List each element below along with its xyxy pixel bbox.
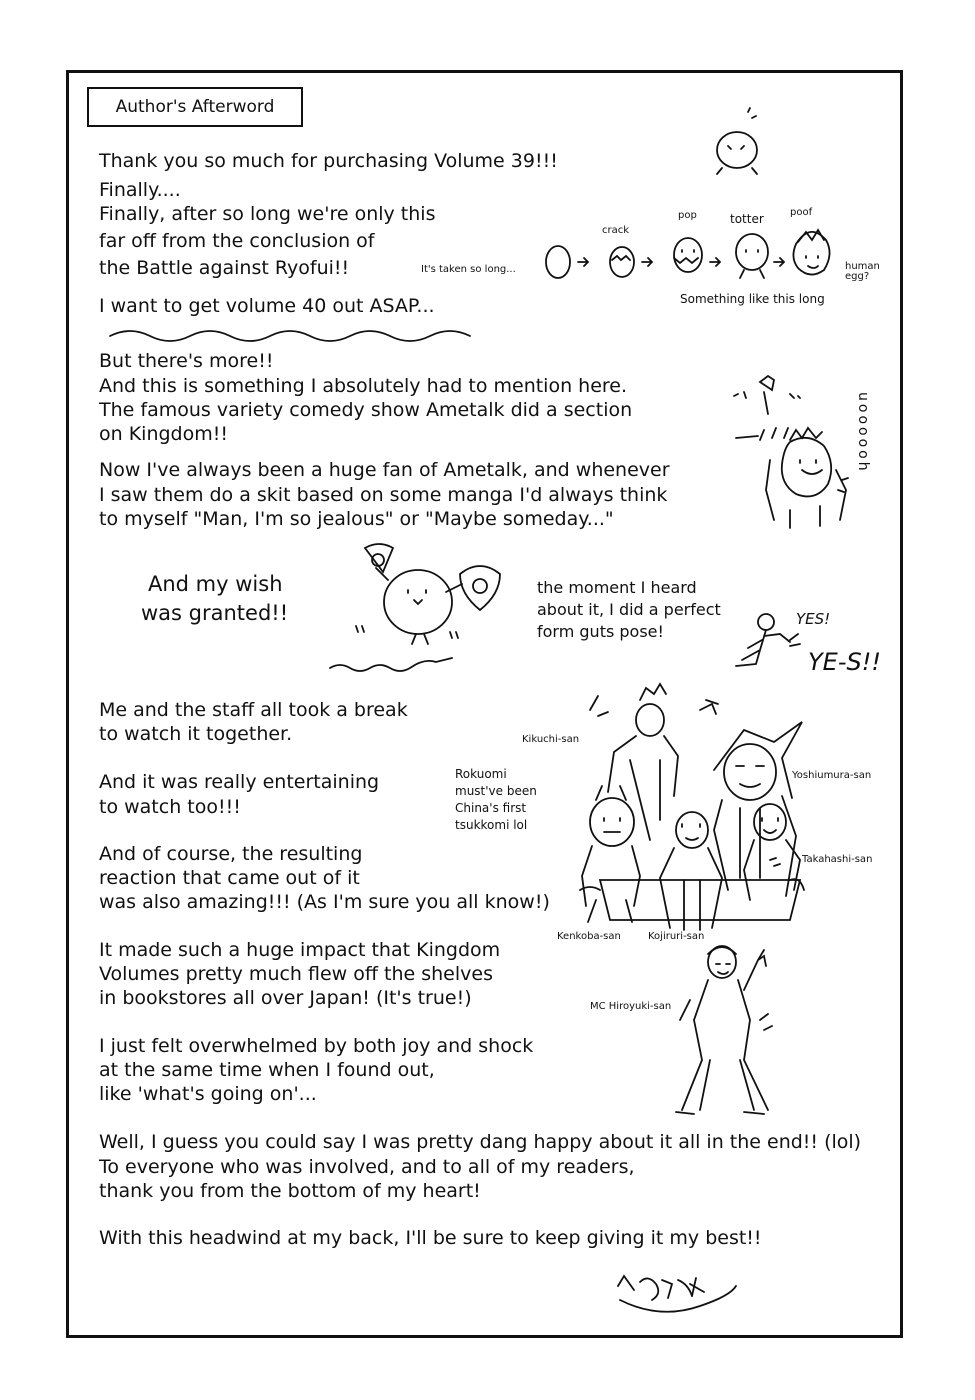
text-line: And of course, the resulting [99,843,363,865]
text-line: to watch it together. [99,723,293,745]
guts-pose-icon [736,614,800,666]
text-line: in bookstores all over Japan! (It's true!) [99,987,472,1009]
text-line: I just felt overwhelmed by both joy and shock [99,1035,534,1057]
guts-line: form guts pose! [537,622,664,641]
rokuomi-note: Rokuomi [455,767,507,781]
rokuomi-note: tsukkomi lol [455,818,528,832]
egg-label: poof [790,207,813,218]
text-line: at the same time when I found out, [99,1059,435,1081]
staff-name-label: Yoshiumura-san [792,770,872,781]
staff-name-label: Takahashi-san [802,854,873,865]
wavy-underline [110,331,470,341]
text-line: Now I've always been a huge fan of Ametalk, and whenever [99,459,670,481]
afterword-title: Author's Afterword [87,87,303,127]
text-line: And this is something I absolutely had to mention here. [99,375,628,397]
text-line: like 'what's going on'... [99,1083,317,1105]
wish-line: And my wish [148,572,283,596]
text-line: I saw them do a skit based on some manga I'd always think [99,484,668,506]
staff-name-label: Kenkoba-san [557,931,621,942]
staff-name-label: Kojiruri-san [648,931,705,942]
text-line: the Battle against Ryofui!! [99,257,350,279]
text-line: I want to get volume 40 out ASAP... [99,295,435,317]
egg-label: pop [678,210,697,221]
chick-icon [717,108,757,174]
text-line: Volumes pretty much flew off the shelves [99,963,493,985]
text-line: to myself "Man, I'm so jealous" or "Maybe someday..." [99,508,614,530]
staff-name-label: MC Hiroyuki-san [590,1001,672,1012]
staff-group-icon [580,684,804,930]
egg-sequence-icon [546,230,830,278]
text-line: Finally.... [99,179,181,201]
text-line: It made such a huge impact that Kingdom [99,939,501,961]
text-line: on Kingdom!! [99,423,228,445]
bird-fans-icon [330,544,500,671]
text-line: to watch too!!! [99,796,241,818]
wish-line: was granted!! [141,601,289,625]
egg-label: totter [730,212,764,226]
rokuomi-note: must've been [455,784,537,798]
staff-name-label: Kikuchi-san [522,734,580,745]
shout-text: uoooooh [855,392,871,474]
text-line: Me and the staff all took a break [99,699,408,721]
text-line: Well, I guess you could say I was pretty dang happy about it all in the end!! (lol) [99,1131,862,1153]
text-line: The famous variety comedy show Ametalk did a section [99,399,633,421]
text-line: With this headwind at my back, I'll be sure to keep giving it my best!! [99,1227,762,1249]
text-line: reaction that came out of it [99,867,360,889]
excited-character-icon [734,376,848,528]
aside-note: It's taken so long... [421,264,516,275]
text-line: far off from the conclusion of [99,230,375,252]
egg-label: crack [602,225,630,236]
text-line: thank you from the bottom of my heart! [99,1180,481,1202]
text-line: Thank you so much for purchasing Volume 39!!! [99,150,558,172]
text-line: But there's more!! [99,350,274,372]
mc-character-icon [676,946,772,1114]
yes-text: YE-S!! [808,648,881,676]
egg-caption: Something like this long [680,292,825,306]
rokuomi-note: China's first [455,801,527,815]
guts-line: about it, I did a perfect [537,600,721,619]
yes-text: YES! [796,610,831,628]
signature-icon [618,1276,736,1312]
guts-line: the moment I heard [537,578,697,597]
text-line: Finally, after so long we're only this [99,203,436,225]
egg-label: human egg? [845,261,880,282]
text-line: And it was really entertaining [99,771,380,793]
text-line: was also amazing!!! (As I'm sure you all know!) [99,891,550,913]
text-line: To everyone who was involved, and to all of my readers, [99,1156,635,1178]
